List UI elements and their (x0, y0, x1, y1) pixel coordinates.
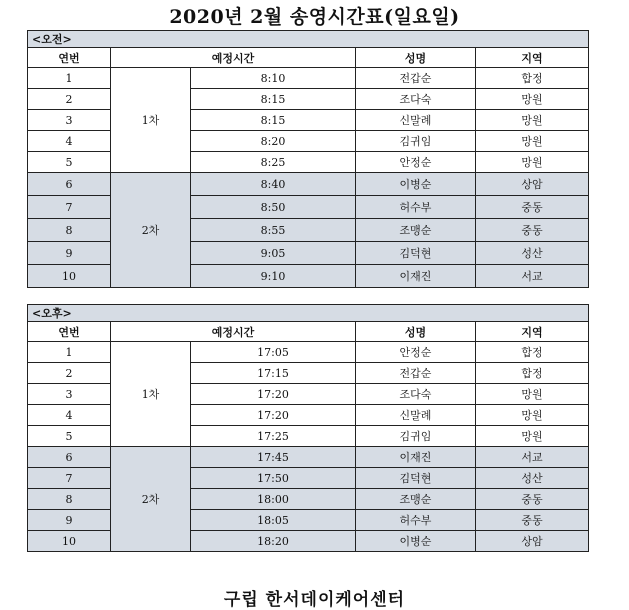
row-number: 4 (28, 131, 111, 152)
person-name: 김귀임 (356, 426, 476, 447)
area-name: 상암 (476, 531, 589, 552)
scheduled-time: 8:25 (191, 152, 356, 173)
row-number: 3 (28, 110, 111, 131)
area-name: 서교 (476, 447, 589, 468)
area-name: 성산 (476, 242, 589, 265)
area-name: 망원 (476, 405, 589, 426)
row-number: 7 (28, 468, 111, 489)
person-name: 김귀임 (356, 131, 476, 152)
row-number: 4 (28, 405, 111, 426)
scheduled-time: 8:50 (191, 196, 356, 219)
scheduled-time: 9:10 (191, 265, 356, 288)
area-name: 중동 (476, 489, 589, 510)
row-number: 1 (28, 342, 111, 363)
person-name: 조다숙 (356, 89, 476, 110)
scheduled-time: 8:10 (191, 68, 356, 89)
person-name: 안정순 (356, 342, 476, 363)
area-name: 합정 (476, 363, 589, 384)
section-caption: <오후> (28, 305, 589, 322)
group-label: 1차 (111, 68, 191, 173)
scheduled-time: 17:50 (191, 468, 356, 489)
scheduled-time: 18:05 (191, 510, 356, 531)
person-name: 이재진 (356, 447, 476, 468)
scheduled-time: 8:20 (191, 131, 356, 152)
scheduled-time: 9:05 (191, 242, 356, 265)
person-name: 이병순 (356, 531, 476, 552)
scheduled-time: 18:00 (191, 489, 356, 510)
area-name: 망원 (476, 131, 589, 152)
person-name: 조맹순 (356, 489, 476, 510)
area-name: 중동 (476, 219, 589, 242)
row-number: 6 (28, 173, 111, 196)
column-header-no: 연번 (28, 322, 111, 342)
column-header-area: 지역 (476, 322, 589, 342)
row-number: 9 (28, 510, 111, 531)
area-name: 중동 (476, 510, 589, 531)
area-name: 망원 (476, 152, 589, 173)
column-header-name: 성명 (356, 322, 476, 342)
group-label: 1차 (111, 342, 191, 447)
group-label: 2차 (111, 447, 191, 552)
area-name: 망원 (476, 384, 589, 405)
person-name: 허수부 (356, 196, 476, 219)
area-name: 성산 (476, 468, 589, 489)
row-number: 3 (28, 384, 111, 405)
scheduled-time: 17:20 (191, 405, 356, 426)
area-name: 망원 (476, 426, 589, 447)
scheduled-time: 17:25 (191, 426, 356, 447)
person-name: 신말례 (356, 405, 476, 426)
section-caption: <오전> (28, 31, 589, 48)
area-name: 합정 (476, 68, 589, 89)
row-number: 2 (28, 363, 111, 384)
row-number: 2 (28, 89, 111, 110)
person-name: 조다숙 (356, 384, 476, 405)
afternoon-schedule (27, 304, 588, 552)
scheduled-time: 17:05 (191, 342, 356, 363)
area-name: 상암 (476, 173, 589, 196)
area-name: 망원 (476, 110, 589, 131)
schedule-table (27, 30, 589, 288)
area-name: 합정 (476, 342, 589, 363)
scheduled-time: 8:15 (191, 110, 356, 131)
row-number: 5 (28, 152, 111, 173)
table-row (28, 68, 589, 89)
table-row (28, 447, 589, 468)
row-number: 10 (28, 265, 111, 288)
scheduled-time: 17:20 (191, 384, 356, 405)
schedule-table (27, 304, 589, 552)
person-name: 허수부 (356, 510, 476, 531)
row-number: 8 (28, 219, 111, 242)
person-name: 조맹순 (356, 219, 476, 242)
group-label: 2차 (111, 173, 191, 288)
area-name: 망원 (476, 89, 589, 110)
scheduled-time: 17:15 (191, 363, 356, 384)
table-row (28, 342, 589, 363)
person-name: 이병순 (356, 173, 476, 196)
area-name: 서교 (476, 265, 589, 288)
center-name: 구립 한서데이케어센터 (223, 590, 406, 610)
person-name: 전갑순 (356, 68, 476, 89)
row-number: 6 (28, 447, 111, 468)
column-header-no: 연번 (28, 48, 111, 68)
person-name: 이재진 (356, 265, 476, 288)
row-number: 10 (28, 531, 111, 552)
person-name: 신말례 (356, 110, 476, 131)
person-name: 전갑순 (356, 363, 476, 384)
row-number: 7 (28, 196, 111, 219)
area-name: 중동 (476, 196, 589, 219)
scheduled-time: 8:15 (191, 89, 356, 110)
morning-schedule (27, 30, 588, 288)
scheduled-time: 17:45 (191, 447, 356, 468)
column-header-name: 성명 (356, 48, 476, 68)
scheduled-time: 8:40 (191, 173, 356, 196)
row-number: 9 (28, 242, 111, 265)
person-name: 김덕현 (356, 242, 476, 265)
column-header-time: 예정시간 (111, 322, 356, 342)
scheduled-time: 18:20 (191, 531, 356, 552)
person-name: 안정순 (356, 152, 476, 173)
person-name: 김덕현 (356, 468, 476, 489)
page-title: 2020년 2월 송영시간표(일요일) (169, 6, 460, 28)
row-number: 5 (28, 426, 111, 447)
row-number: 1 (28, 68, 111, 89)
table-row (28, 173, 589, 196)
scheduled-time: 8:55 (191, 219, 356, 242)
column-header-area: 지역 (476, 48, 589, 68)
row-number: 8 (28, 489, 111, 510)
column-header-time: 예정시간 (111, 48, 356, 68)
